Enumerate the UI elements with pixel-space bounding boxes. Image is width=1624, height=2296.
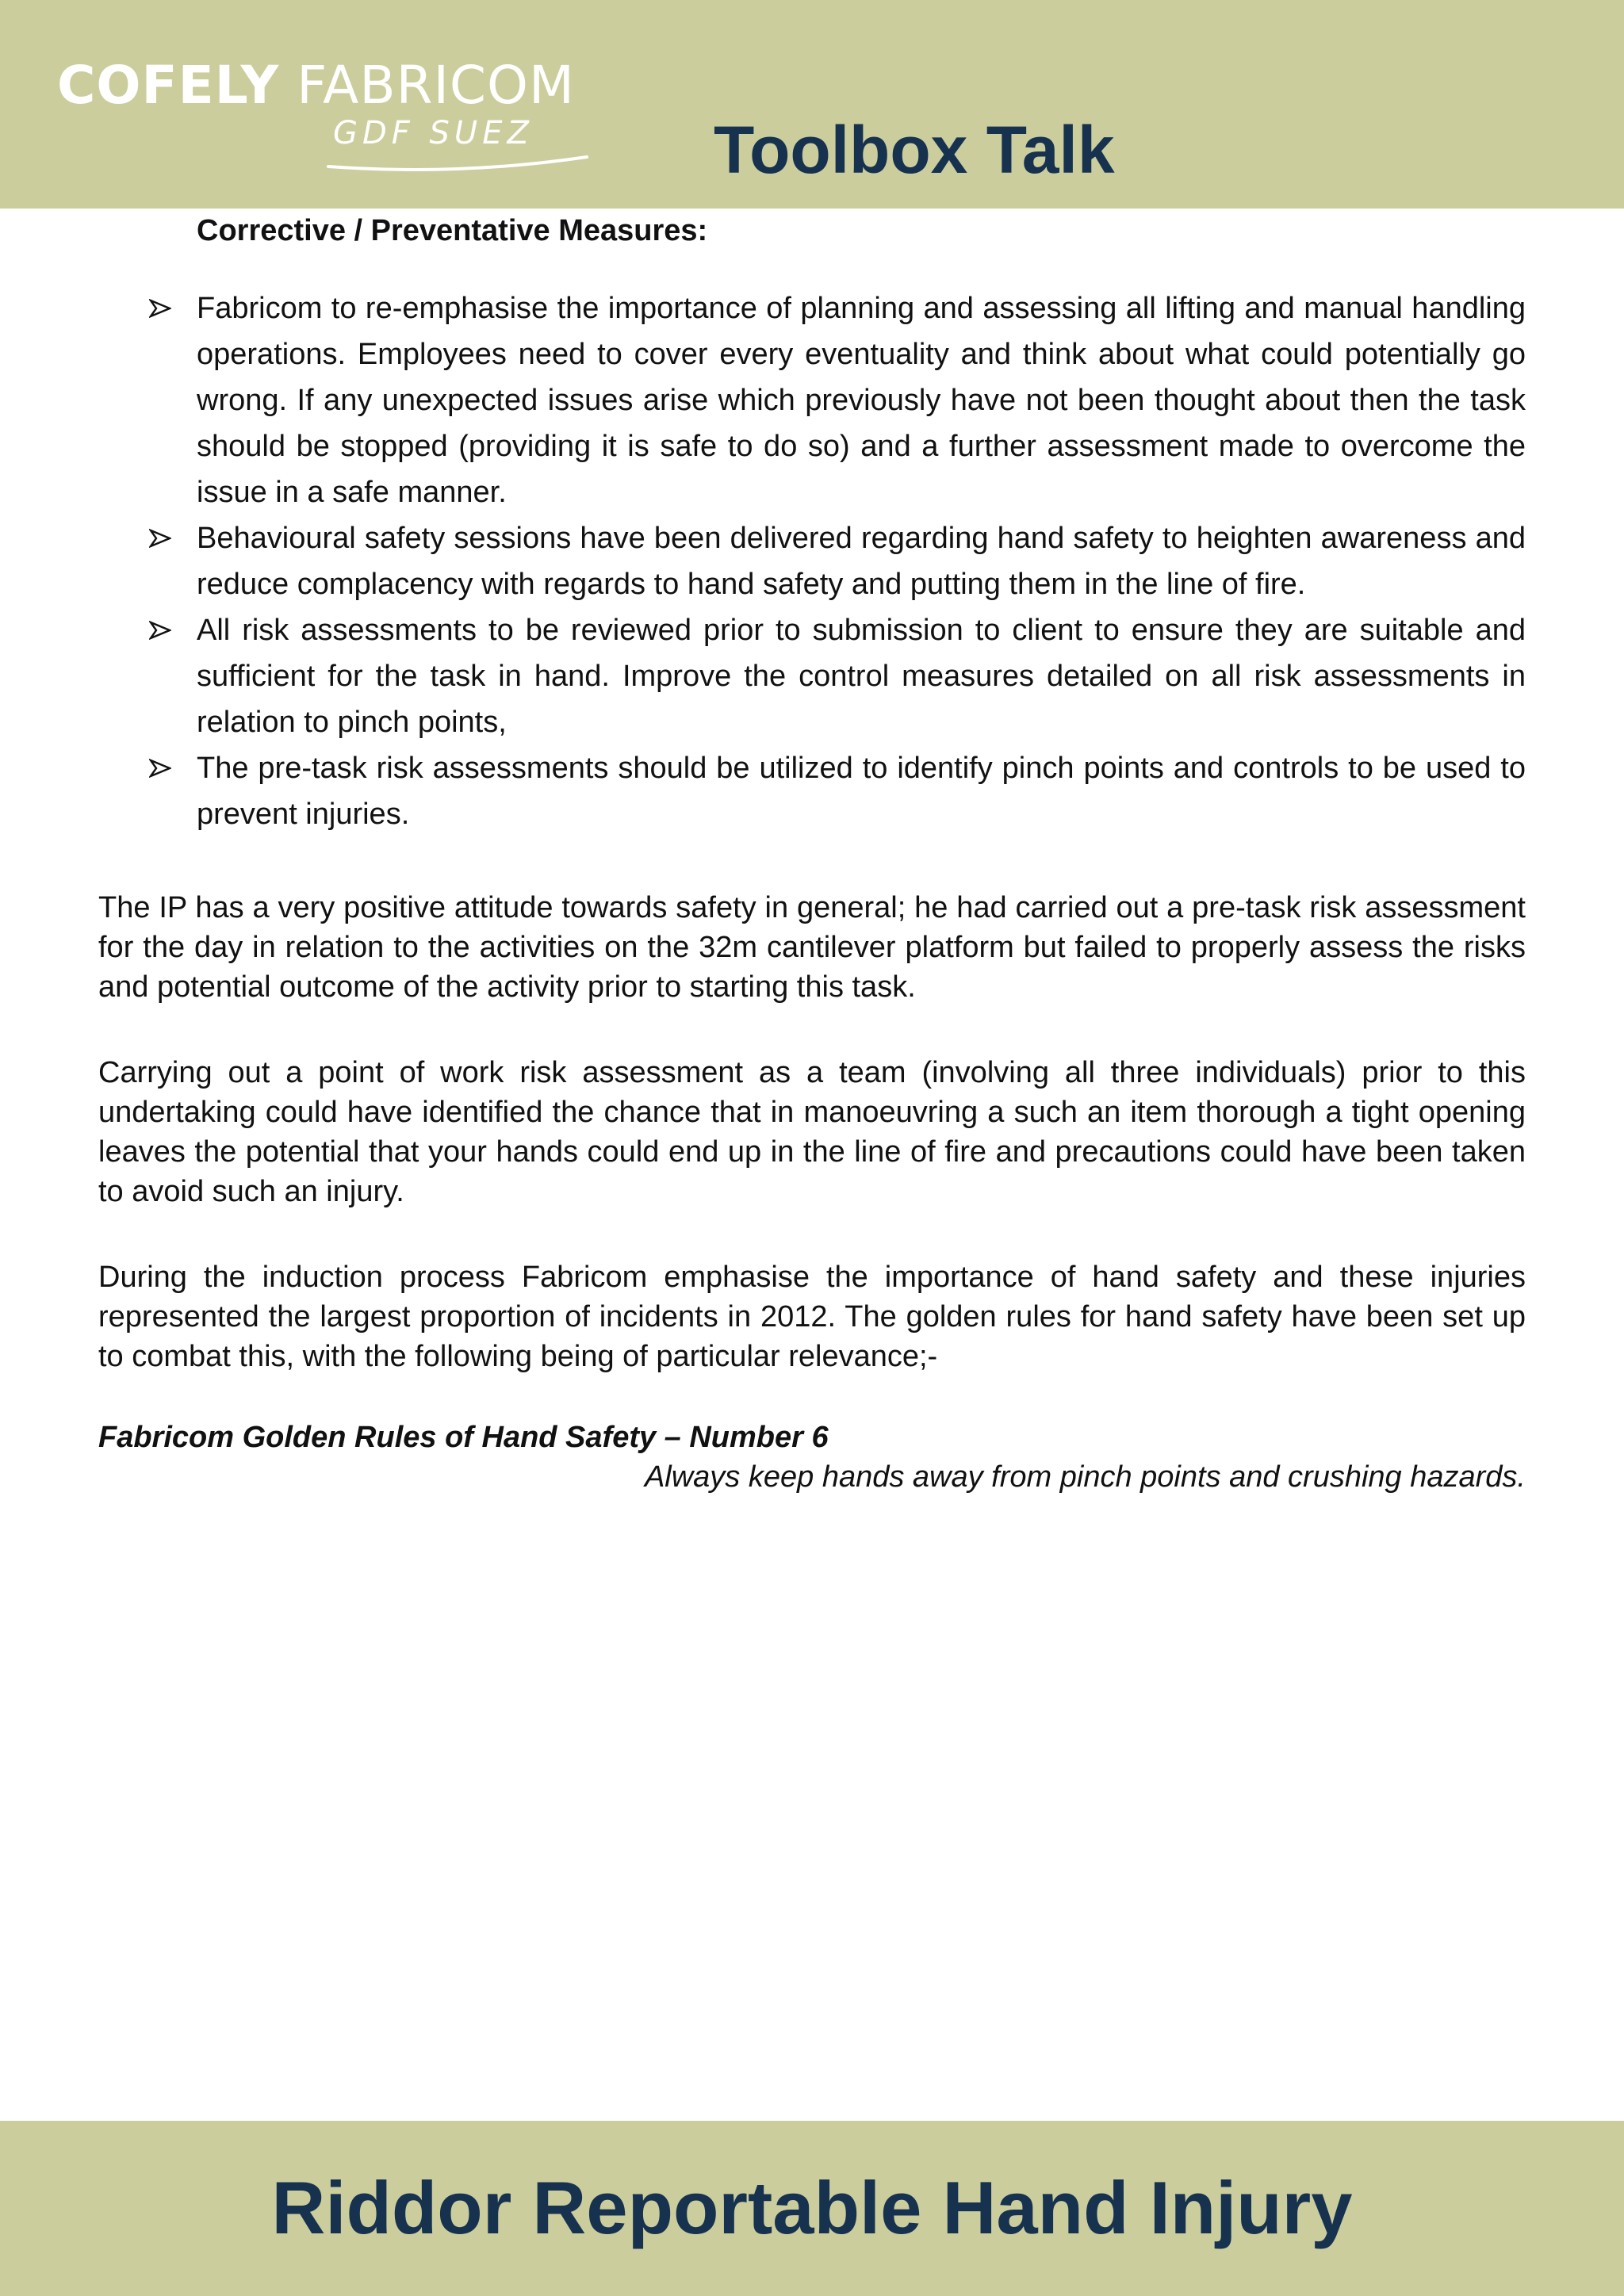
measures-list (98, 285, 1526, 837)
footer-title: Riddor Reportable Hand Injury (271, 2166, 1353, 2249)
golden-rule-text: Always keep hands away from pinch points and crushing hazards. (644, 1460, 1526, 1494)
logo-wordmark-light: FABRICOM (297, 55, 575, 116)
paragraph-ip-attitude: The IP has a very positive attitude towards safety in general; he had carried out a pre-task risk assessment for the day in relation to the activities on the 32m cantilever platform but failed to properly assess the risks and potential outcome of the activity prior to starting this task. (98, 891, 1526, 1004)
logo-wordmark (57, 54, 575, 117)
list-item (98, 607, 1526, 745)
arrow-bullet-icon (149, 529, 171, 548)
footer-band (0, 2121, 1624, 2296)
list-item (98, 745, 1526, 837)
list-item-text: All risk assessments to be reviewed prior to submission to client to ensure they are suitable and sufficient for the task in hand. Improve the control measures detailed on all risk assessments in relation to pinch points, (197, 614, 1526, 739)
logo-swoosh-icon (327, 149, 588, 173)
measures-heading: Corrective / Preventative Measures: (197, 214, 708, 247)
page-title: Toolbox Talk (714, 113, 1115, 188)
list-item-text: Behavioural safety sessions have been delivered regarding hand safety to heighten awareness and reduce complacency with regards to hand safety and putting them in the line of fire. (197, 522, 1526, 601)
list-item-text: Fabricom to re-emphasise the importance of planning and assessing all lifting and manual handling operations. Employees need to cover every eventuality and think about what could potentially go wrong. If any unexpected issues arise which previously have not been thought about then the task should be stopped (providing it is safe to do so) and a further assessment made to overcome the issue in a safe manner. (197, 292, 1526, 509)
paragraph-team-assessment: Carrying out a point of work risk assessment as a team (involving all three individuals) prior to this undertaking could have identified the chance that in manoeuvring a such an item thorough a tight opening leaves the potential that your hands could end up in the line of fire and precautions could have been taken to avoid such an injury. (98, 1056, 1526, 1208)
document-body (98, 208, 1526, 1497)
list-item (98, 515, 1526, 607)
paragraph-induction: During the induction process Fabricom emphasise the importance of hand safety and these injuries represented the largest proportion of incidents in 2012. The golden rules for hand safety have been set up to combat this, with the following being of particular relevance;- (98, 1261, 1526, 1373)
header-band (0, 0, 1624, 209)
list-item-text: The pre-task risk assessments should be utilized to identify pinch points and controls to be used to prevent injuries. (197, 752, 1526, 831)
golden-rule-title: Fabricom Golden Rules of Hand Safety – Number 6 (98, 1421, 829, 1454)
list-item (98, 285, 1526, 515)
arrow-bullet-icon (149, 759, 171, 778)
arrow-bullet-icon (149, 621, 171, 640)
arrow-bullet-icon (149, 299, 171, 318)
company-logo (57, 54, 588, 173)
logo-subbrand: GDF SUEZ (333, 115, 534, 151)
logo-wordmark-bold: COFELY (57, 55, 280, 116)
